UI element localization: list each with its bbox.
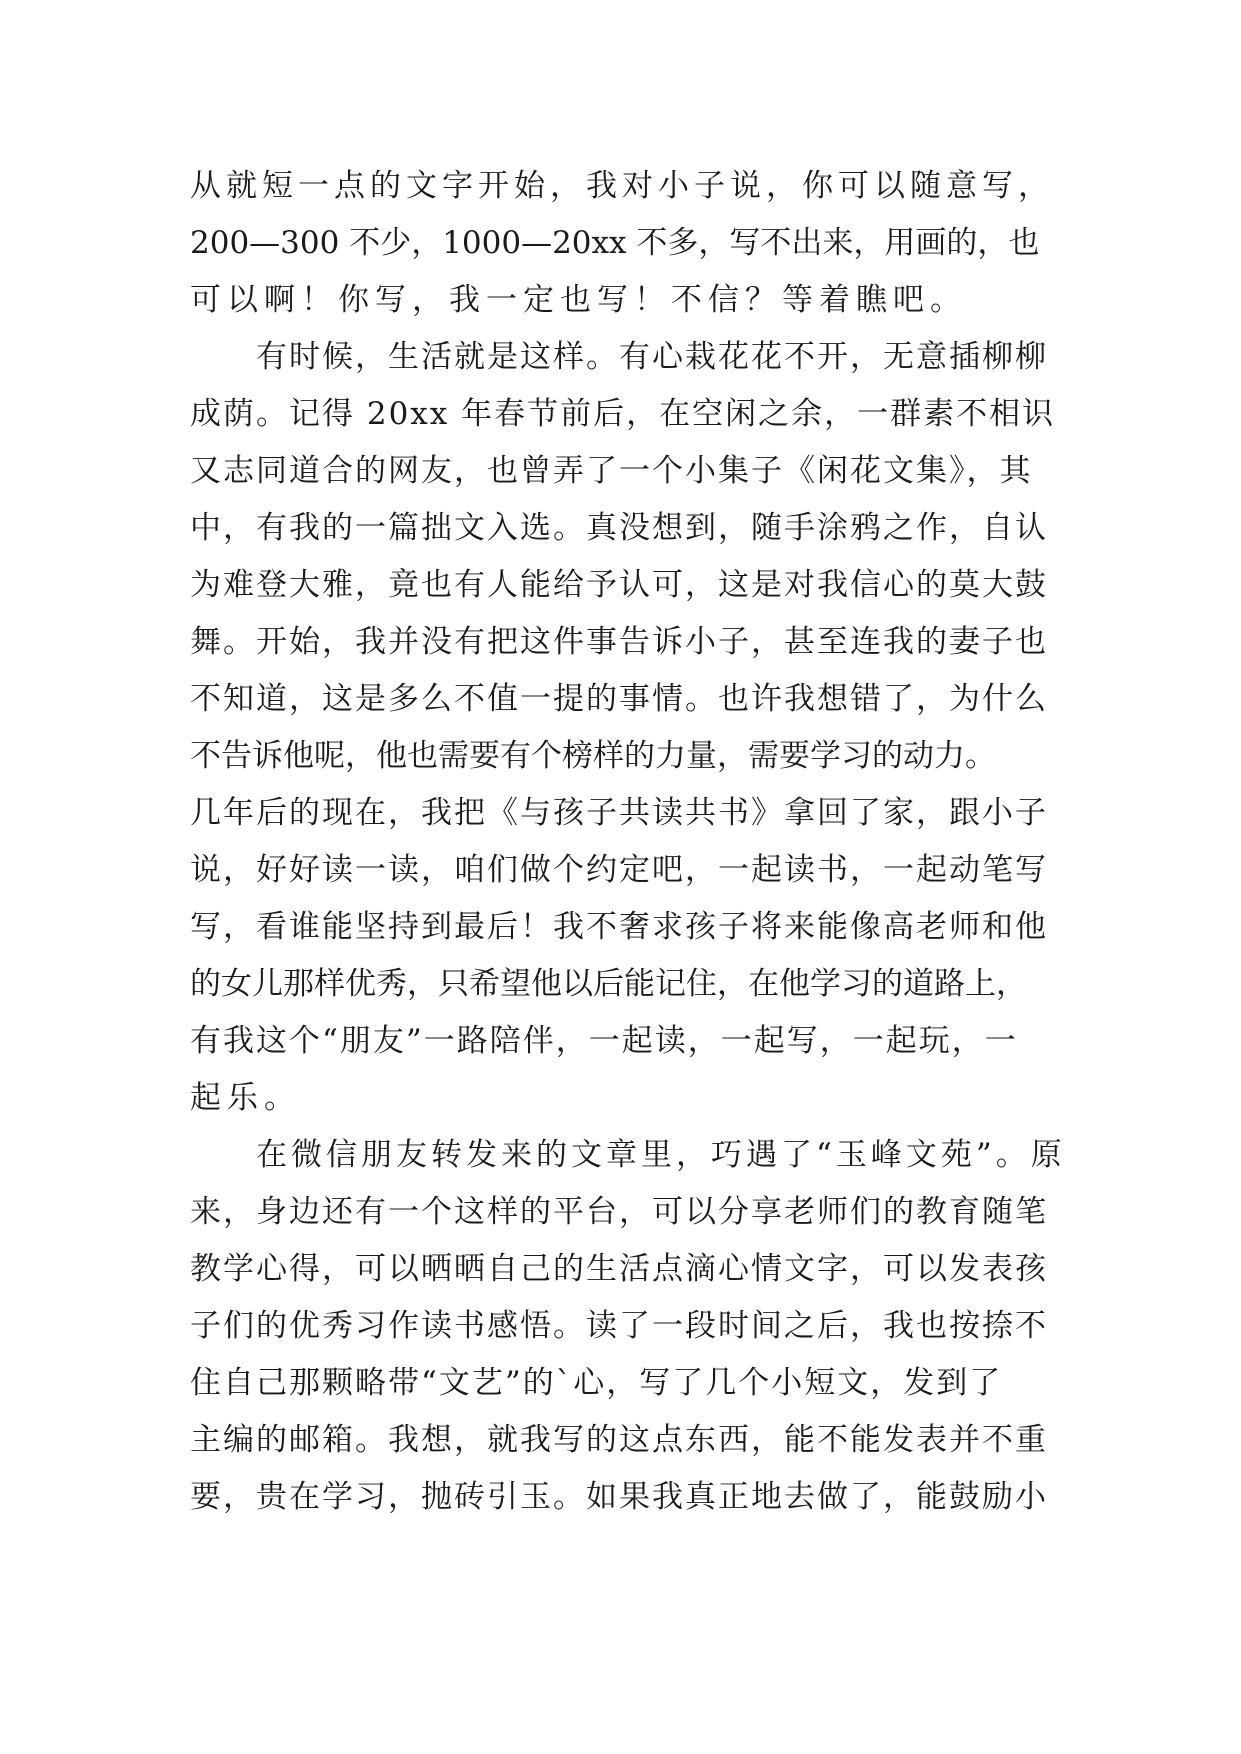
paragraph-2 (190, 329, 1070, 1127)
text-line: 从就短一点的文字开始，我对小子说，你可以随意写， (190, 168, 1054, 204)
text-line: 写，看谁能坚持到最后！我不奢求孩子将来能像高老师和他 (190, 909, 1048, 945)
paragraph-3 (190, 1127, 1070, 1526)
text-line: 在微信朋友转发来的文章里，巧遇了“玉峰文苑”。原 (256, 1137, 1066, 1173)
text-line: 不知道，这是多么不值一提的事情。也许我想错了，为什么 (190, 681, 1048, 717)
text-line: 起乐。 (190, 1080, 301, 1116)
text-line: 主编的邮箱。我想，就我写的这点东西，能不能发表并不重 (190, 1422, 1048, 1458)
text-line: 又志同道合的网友，也曾弄了一个小集子《闲花文集》，其 (190, 453, 1033, 489)
text-line: 可以啊！你写，我一定也写！不信？等着瞧吧。 (190, 282, 967, 318)
text-line: 几年后的现在，我把《与孩子共读共书》拿回了家，跟小子 (190, 795, 1048, 831)
text-line: 不告诉他呢，他也需要有个榜样的力量，需要学习的动力。 (190, 738, 996, 774)
text-line: 舞。开始，我并没有把这件事告诉小子，甚至连我的妻子也 (190, 624, 1048, 660)
text-line: 有我这个“朋友”一路陪伴，一起读，一起写，一起玩，一 (190, 1023, 1018, 1059)
text-line: 中，有我的一篇拙文入选。真没想到，随手涂鸦之作，自认 (190, 510, 1048, 546)
text-line: 为难登大雅，竟也有人能给予认可，这是对我信心的莫大鼓 (190, 567, 1048, 603)
text-line: 子们的优秀习作读书感悟。读了一段时间之后，我也按捺不 (190, 1308, 1048, 1344)
text-line: 教学心得，可以晒晒自己的生活点滴心情文字，可以发表孩 (190, 1251, 1048, 1287)
text-line: 住自己那颗略带“文艺”的`心，写了几个小短文，发到了 (190, 1365, 1003, 1401)
text-line: 的女儿那样优秀，只希望他以后能记住，在他学习的道路上， (190, 966, 1027, 1002)
text-line: 要，贵在学习，抛砖引玉。如果我真正地去做了，能鼓励小 (190, 1479, 1048, 1515)
text-line: 有时候，生活就是这样。有心栽花花不开，无意插柳柳 (256, 339, 1048, 375)
paragraph-1 (190, 158, 1070, 329)
document-page (190, 158, 1070, 1526)
text-line: 成荫。记得 20xx 年春节前后，在空闲之余，一群素不相识 (190, 396, 1056, 432)
text-line: 200—300 不少，1000—20xx 不多，写不出来，用画的，也 (190, 225, 1040, 261)
text-line: 来，身边还有一个这样的平台，可以分享老师们的教育随笔 (190, 1194, 1048, 1230)
text-line: 说，好好读一读，咱们做个约定吧，一起读书，一起动笔写 (190, 852, 1048, 888)
